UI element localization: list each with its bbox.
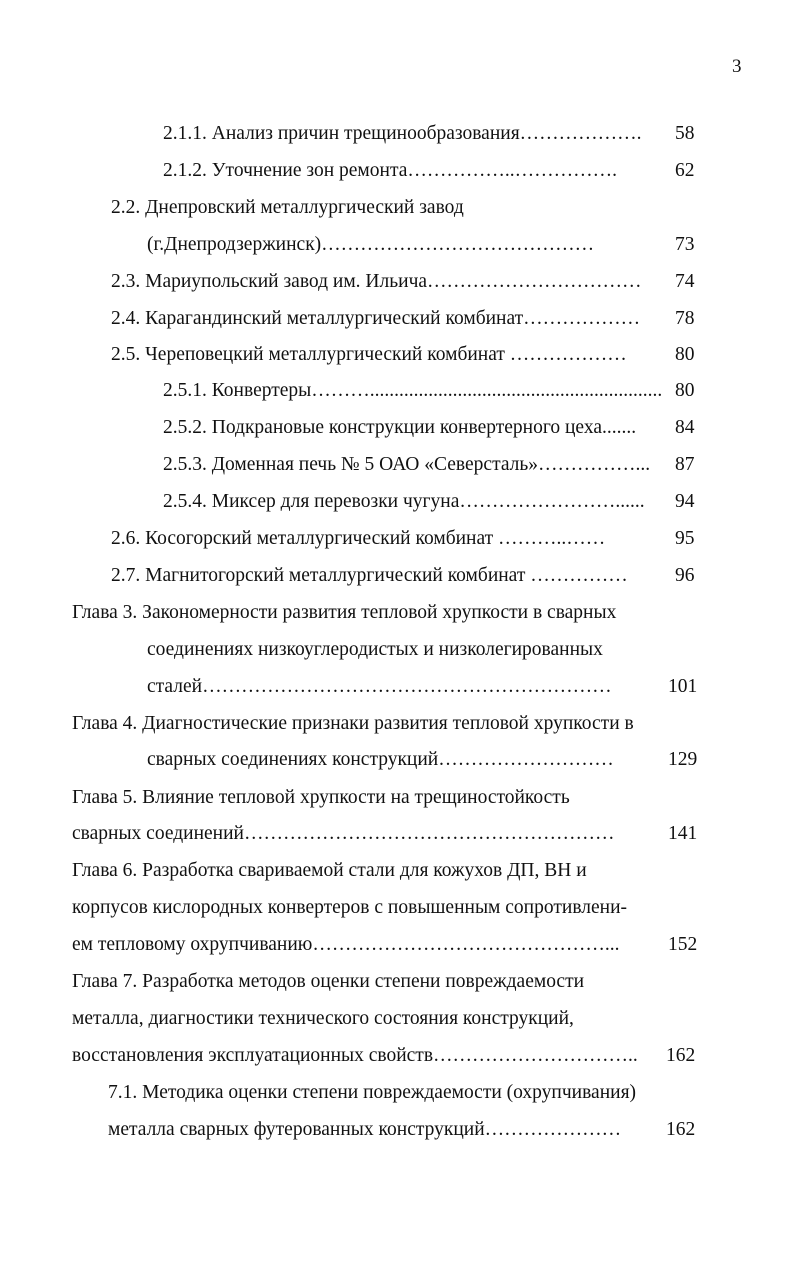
toc-entry-page: 141	[668, 823, 698, 844]
toc-entry-page: 80	[675, 344, 695, 365]
toc-entry-text: Глава 3. Закономерности развития тепловой хрупкости в сварных	[72, 602, 617, 623]
toc-entry-text: корпусов кислородных конвертеров с повышенным сопротивлени-	[72, 897, 628, 918]
toc-entry-text: Глава 6. Разработка свариваемой стали для кожухов ДП, ВН и	[72, 860, 587, 881]
toc-entry-page: 78	[675, 308, 695, 329]
toc-entry-text: сварных соединениях конструкций………………………	[147, 749, 614, 770]
toc-entry-text: 2.4. Карагандинский металлургический комбинат………………	[111, 308, 641, 329]
toc-entry-page: 73	[675, 234, 695, 255]
toc-entry-text: ем тепловому охрупчиванию………………………………………...	[72, 934, 620, 955]
toc-entry-page: 129	[668, 749, 698, 770]
toc-entry-text: (г.Днепродзержинск)……………………………………	[147, 234, 595, 255]
toc-entry-text: Глава 4. Диагностические признаки развития тепловой хрупкости в	[72, 713, 634, 734]
toc-entry-text: 7.1. Методика оценки степени повреждаемости (охрупчивания)	[108, 1082, 637, 1103]
toc-entry-text: 2.6. Косогорский металлургический комбинат ………..……	[111, 528, 606, 549]
toc-entry-page: 96	[675, 565, 695, 586]
toc-entry-text: восстановления эксплуатационных свойств…………………………..	[72, 1045, 638, 1066]
toc-entry-text: сталей………………………………………………………	[147, 676, 612, 697]
toc-entry-text: 2.2. Днепровский металлургический завод	[111, 197, 464, 218]
toc-entry-text: 2.1.1. Анализ причин трещинообразования……………….	[163, 123, 642, 144]
toc-entry-text: 2.1.2. Уточнение зон ремонта……………..…………….	[163, 160, 617, 181]
toc-entry-page: 162	[666, 1119, 696, 1140]
toc-entry-text: 2.5.1. Конвертеры………............................................................	[163, 380, 663, 401]
page-number: 3	[732, 56, 742, 77]
toc-entry-text: 2.5.4. Миксер для перевозки чугуна……………………......	[163, 491, 645, 512]
toc-entry-text: металла сварных футерованных конструкций…………………	[108, 1119, 622, 1140]
toc-entry-page: 74	[675, 271, 695, 292]
toc-entry-text: 2.5.2. Подкрановые конструкции конвертерного цеха.......	[163, 417, 637, 438]
toc-entry-page: 84	[675, 417, 695, 438]
toc-entry-text: 2.5.3. Доменная печь № 5 ОАО «Северсталь»……………...	[163, 454, 651, 475]
toc-entry-page: 58	[675, 123, 695, 144]
toc-entry-page: 95	[675, 528, 695, 549]
toc-entry-text: 2.5. Череповецкий металлургический комбинат ………………	[111, 344, 627, 365]
toc-entry-text: 2.3. Мариупольский завод им. Ильича……………………………	[111, 271, 642, 292]
toc-entry-page: 62	[675, 160, 695, 181]
toc-entry-page: 94	[675, 491, 695, 512]
toc-entry-page: 80	[675, 380, 695, 401]
toc-entry-page: 152	[668, 934, 698, 955]
toc-entry-text: соединениях низкоуглеродистых и низколегированных	[147, 639, 603, 660]
toc-entry-text: 2.7. Магнитогорский металлургический комбинат ……………	[111, 565, 628, 586]
toc-entry-text: металла, диагностики технического состояния конструкций,	[72, 1008, 574, 1029]
toc-entry-page: 101	[668, 676, 698, 697]
toc-entry-page: 162	[666, 1045, 696, 1066]
toc-entry-text: Глава 7. Разработка методов оценки степени повреждаемости	[72, 971, 585, 992]
toc-entry-text: Глава 5. Влияние тепловой хрупкости на трещиностойкость	[72, 787, 570, 808]
toc-entry-text: сварных соединений…………………………………………………	[72, 823, 615, 844]
toc-entry-page: 87	[675, 454, 695, 475]
